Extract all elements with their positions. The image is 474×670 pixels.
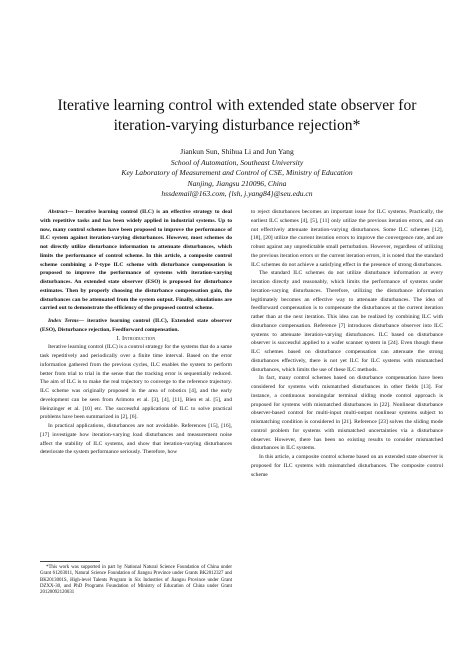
paper-title [30, 96, 444, 136]
affiliation-3: Nanjing, Jiangsu 210096, China [187, 178, 287, 188]
footnote-rule [40, 561, 100, 562]
left-paragraph-2: In practical applications, disturbances are not avoidable. References [15], [16], [17] investigate how iteration-varying load disturbances and measurement noise affect the stability of ILC systems, and show that iteration-varying disturbances deteriorate the system performance seriously. Therefore, how [40, 423, 232, 456]
abstract [40, 208, 232, 313]
footnote-text: *This work was supported in part by National Natural Science Foundation of China under Grant 61203011, Natural Science Foundation of Jiangsu Province under Grants BK2012327 and BK2013001S, High-level Talents Program in Six Industries of Jiangsu Province under Grant DZXX-30, and PhD Programs Foundation of Ministry of Education of China under Grant 20120092120031 [40, 565, 232, 596]
affiliation-1: School of Automation, Southeast University [170, 157, 304, 167]
index-terms-label: Index Terms [48, 318, 79, 324]
title-line-2: iteration-varying disturbance rejection* [113, 117, 361, 134]
abstract-label: Abstract [48, 209, 68, 215]
right-paragraph-3: In fact, many control schemes based on disturbance compensation have been considered for systems with mismatched disturbances in other fields [13]. For instance, a continuous nonsingular terminal sliding mode control approach is proposed for systems with mismatched disturbances in [22]. Nonlinear disturbance observer-based control for multi-input multi-output nonlinear systems subject to mismatching condition is considered in [21]. Reference [23] solves the sliding mode control problem for systems with mismatched uncertainties via a disturbance observer. However, there has been no existing results to consider mismatched disturbances in ILC systems. [251, 375, 443, 452]
left-column [40, 208, 232, 457]
author-names: Jiankun Sun, Shihua Li and Jun Yang [180, 147, 294, 156]
index-terms [40, 317, 232, 335]
section-heading-introduction: I. Introduction [116, 335, 156, 342]
affiliation-2: Key Laboratory of Measurement and Control of CSE, Ministry of Education [121, 168, 353, 178]
right-paragraph-1: to reject disturbances becomes an important issue for ILC systems. Practically, the earliest ILC schemes [4], [5], [11] only utilize the previous iteration errors, and can not effectively attenuate iteration-varying disturbances. Some ILC schemes [12], [18], [20] utilize the current iteration errors to improve the convergence rate, and are robust against any unpredictable small perturbation. However, regardless of utilizing the previous iteration errors or the current iteration errors, it is noted that the standard ILC schemes do not achieve a satisfying effect in the presence of strong disturbances. [251, 209, 443, 268]
funding-footnote [40, 561, 232, 596]
left-paragraph-1: Iterative learning control (ILC) is a control strategy for the systems that do a same task repetitively and periodically over a finite time interval. Based on the error information gathered from the previous cycles, ILC enables the system to perform better from trial to trial in the sense that the tracking error is sequentially reduced. The aim of ILC is to make the real trajectory to converge to the reference trajectory. ILC scheme was originally proposed in the area of robotics [4], and the early development can be seen from Arimoto et al. [3], [4], [11], Bien et al. [5], and Heinzinger et al. [10] etc. The successful applications of ILC to solve practical problems have been summarized in [2], [6]. [40, 344, 232, 421]
right-column [251, 208, 443, 479]
title-line-1: Iterative learning control with extended state observer for [57, 97, 417, 114]
index-terms-text: — iterative learning control (ILC), Extended state observer (ESO), Disturbance rejection, Feedforward compensation. [40, 318, 232, 333]
author-block [30, 147, 444, 200]
right-paragraph-2: The standard ILC schemes do not utilize disturbance information at every iteration directly and reasonably, which limits the performance of systems under iteration-varying disturbances. Therefore, utilizing the disturbance information legitimately becomes an effective way to attenuate disturbances. The idea of feedforward compensation is to compensate the disturbances at the current iteration rather than at the next iteration. This idea can be realized by combining ILC with disturbance compensation. Reference [7] introduces disturbance observer into ILC systems to attenuate iteration-varying disturbances. ILC based on disturbance observer is successful applied to a wafer scanner system in [24]. Even though these ILC schemes based on disturbance compensation can attenuate the strong disturbances effectively, there is not yet ILC for ILC systems with mismatched disturbances, which limits the use of these ILC methods. [251, 270, 443, 373]
abstract-text: — Iterative learning control (ILC) is an effective strategy to deal with repetitive tasks and has been widely applied in industrial systems. Up to now, many control schemes have been proposed to improve the performance of ILC system against iteration-varying disturbances. However, most schemes do not directly utilize disturbance information to attenuate disturbances, which limits the performance of control scheme. In this article, a composite control scheme combining a P-type ILC scheme with disturbance compensation is proposed to improve the performance of systems with iteration-varying disturbances. An extended state observer (ESO) is proposed for disturbance estimates. Then by properly choosing the disturbance compensation gain, the disturbances can be attenuated from the system output. Finally, simulations are carried out to demonstrate the efficiency of the proposed control scheme. [40, 209, 232, 312]
right-paragraph-4: In this article, a composite control scheme based on an extended state observer is proposed for ILC systems with mismatched disturbances. The composite control scheme [251, 454, 443, 478]
author-emails: hssdemail@163.com, {lsh, j.yang84}@seu.edu.cn [161, 189, 313, 199]
